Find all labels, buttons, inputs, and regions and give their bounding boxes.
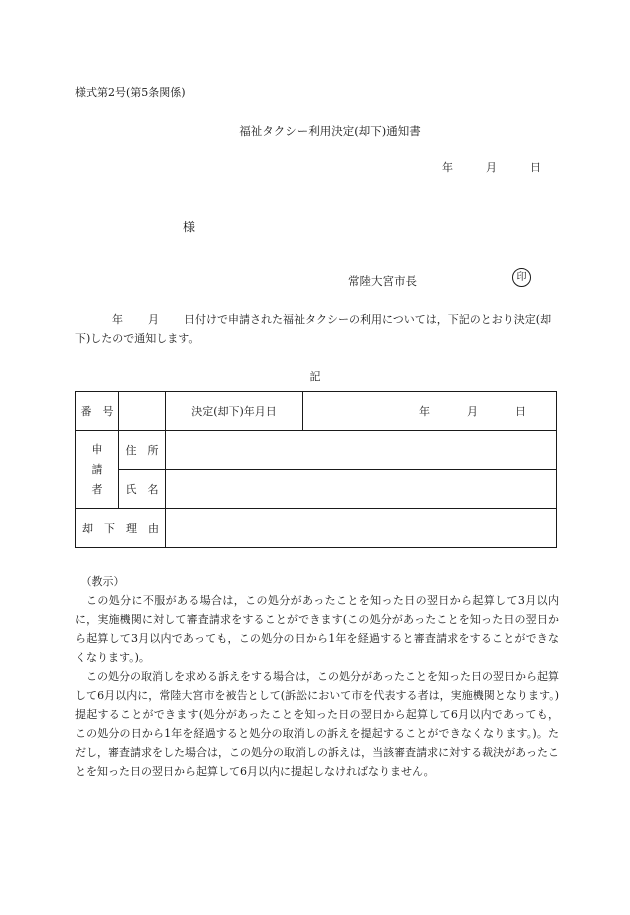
name-label: 氏 名: [119, 470, 166, 509]
decision-date-value: [303, 392, 557, 431]
issuer-name: 常陸大宮市長: [348, 274, 417, 288]
number-value: [119, 392, 166, 431]
body-year-label: 年: [112, 313, 123, 326]
date-year-label: 年: [442, 161, 453, 174]
instruction-paragraph-2: この処分の取消しを求める訴えをする場合は，この処分があったことを知った日の翌日から起算して6月以内に，常陸大宮市を被告として(訴訟において市を代表する者は，実施機関となります。)提起することができます(処分があったことを知った日の翌日から起算して6月以内であっても，この処分の日から1年を経過すると処分の取消しの訴えを提起することができなくなります。)。ただし，審査請求をした場合は，この処分の取消しの訴えは，当該審査請求に対する裁決があったことを知った日の翌日から起算して6月以内に提起しなければなりません。: [75, 670, 559, 778]
number-label: 番 号: [76, 392, 119, 431]
seal-mark: 印: [512, 268, 531, 287]
addressee-suffix: 様: [183, 220, 196, 234]
date-line: [442, 159, 541, 175]
decision-date-label: 決定(却下)年月日: [166, 392, 303, 431]
notice-body: [75, 310, 557, 348]
instruction-section: [75, 572, 559, 781]
body-text: 日付けで申請された福祉タクシーの利用については，下記のとおり決定(却下)したので通知します。: [75, 313, 552, 345]
applicant-label-char-3: 者: [91, 482, 103, 496]
applicant-label-char-1: 申: [91, 442, 103, 456]
name-value: [166, 470, 557, 509]
address-value: [166, 431, 557, 470]
address-label: 住 所: [119, 431, 166, 470]
form-number: 様式第2号(第5条関係): [75, 86, 186, 99]
date-day-label: 日: [530, 161, 541, 174]
body-month-label: 月: [148, 313, 159, 326]
applicant-label: [76, 431, 119, 509]
decision-date-month: 月: [467, 405, 478, 418]
applicant-label-char-2: 請: [91, 462, 103, 476]
date-month-label: 月: [486, 161, 497, 174]
decision-date-year: 年: [419, 405, 430, 418]
ki-heading: 記: [309, 370, 321, 383]
instruction-heading: （教示）: [80, 575, 125, 588]
document-title: 福祉タクシー利用決定(却下)通知書: [239, 124, 421, 138]
rejection-reason-value: [166, 509, 557, 548]
notice-table: [75, 391, 557, 548]
decision-date-day: 日: [515, 405, 526, 418]
rejection-reason-label: 却 下 理 由: [76, 509, 166, 548]
instruction-paragraph-1: この処分に不服がある場合は，この処分があったことを知った日の翌日から起算して3月以内に，実施機関に対して審査請求をすることができます(この処分があったことを知った日の翌日から起算して3月以内であっても，この処分の日から1年を経過すると審査請求をすることができなくなります。)。: [75, 594, 559, 664]
